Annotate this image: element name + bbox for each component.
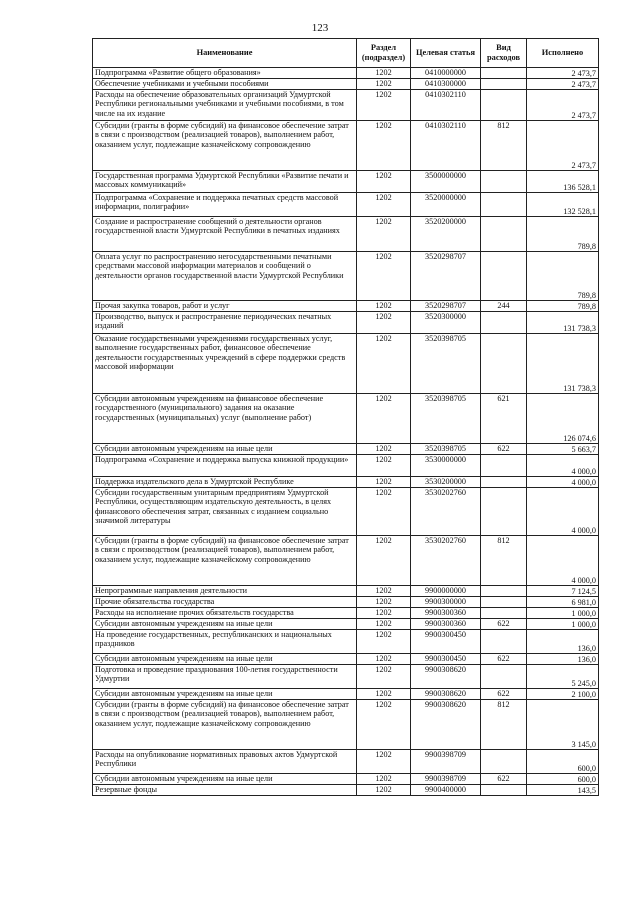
cell-done: 4 000,0 bbox=[527, 488, 599, 536]
table-row bbox=[93, 193, 599, 217]
cell-section: 1202 bbox=[357, 477, 411, 488]
header-name: Наименование bbox=[93, 39, 357, 68]
cell-article: 3520298707 bbox=[411, 252, 481, 301]
cell-section: 1202 bbox=[357, 665, 411, 689]
cell-type bbox=[481, 608, 527, 619]
cell-name: Производство, выпуск и распространение периодических печатных изданий bbox=[93, 312, 357, 334]
header-type: Вид расходов bbox=[481, 39, 527, 68]
cell-type bbox=[481, 630, 527, 654]
table-row bbox=[93, 750, 599, 774]
cell-name: Субсидии (гранты в форме субсидий) на финансовое обеспечение затрат в связи с производством (реализацией товаров), выполнением работ, оказанием услуг, подлежащие казначейскому сопровождению bbox=[93, 536, 357, 586]
cell-name: Создание и распространение сообщений о деятельности органов государственной власти Удмуртской Республики в печатных изданиях bbox=[93, 217, 357, 252]
cell-section: 1202 bbox=[357, 444, 411, 455]
cell-section: 1202 bbox=[357, 252, 411, 301]
table-row bbox=[93, 455, 599, 477]
cell-section: 1202 bbox=[357, 750, 411, 774]
cell-section: 1202 bbox=[357, 785, 411, 796]
cell-article: 9900398709 bbox=[411, 750, 481, 774]
cell-name: Прочие обязательства государства bbox=[93, 597, 357, 608]
cell-done: 2 473,7 bbox=[527, 121, 599, 171]
table-row bbox=[93, 774, 599, 785]
cell-section: 1202 bbox=[357, 700, 411, 750]
cell-section: 1202 bbox=[357, 608, 411, 619]
cell-section: 1202 bbox=[357, 394, 411, 444]
cell-section: 1202 bbox=[357, 586, 411, 597]
table-row bbox=[93, 171, 599, 193]
cell-section: 1202 bbox=[357, 536, 411, 586]
table-row bbox=[93, 68, 599, 79]
cell-name: Субсидии автономным учреждениям на иные цели bbox=[93, 444, 357, 455]
cell-article: 9900308620 bbox=[411, 689, 481, 700]
cell-done: 600,0 bbox=[527, 750, 599, 774]
cell-name: Субсидии автономным учреждениям на иные цели bbox=[93, 774, 357, 785]
cell-section: 1202 bbox=[357, 68, 411, 79]
cell-article: 3520298707 bbox=[411, 301, 481, 312]
cell-section: 1202 bbox=[357, 597, 411, 608]
cell-section: 1202 bbox=[357, 689, 411, 700]
cell-name: Субсидии автономным учреждениям на иные цели bbox=[93, 654, 357, 665]
cell-type bbox=[481, 217, 527, 252]
cell-type: 622 bbox=[481, 774, 527, 785]
cell-type bbox=[481, 750, 527, 774]
cell-section: 1202 bbox=[357, 217, 411, 252]
cell-section: 1202 bbox=[357, 630, 411, 654]
cell-name: Поддержка издательского дела в Удмуртской Республике bbox=[93, 477, 357, 488]
cell-done: 136 528,1 bbox=[527, 171, 599, 193]
cell-article: 3530200000 bbox=[411, 477, 481, 488]
table-row bbox=[93, 394, 599, 444]
table-row bbox=[93, 79, 599, 90]
cell-name: Подпрограмма «Сохранение и поддержка выпуска книжной продукции» bbox=[93, 455, 357, 477]
cell-done: 2 473,7 bbox=[527, 90, 599, 121]
cell-done: 143,5 bbox=[527, 785, 599, 796]
cell-type bbox=[481, 597, 527, 608]
table-row bbox=[93, 619, 599, 630]
cell-type: 622 bbox=[481, 689, 527, 700]
cell-article: 0410302110 bbox=[411, 121, 481, 171]
cell-article: 9900308620 bbox=[411, 700, 481, 750]
cell-name: Подпрограмма «Развитие общего образования» bbox=[93, 68, 357, 79]
cell-type: 622 bbox=[481, 619, 527, 630]
cell-type bbox=[481, 488, 527, 536]
cell-article: 3520398705 bbox=[411, 394, 481, 444]
cell-section: 1202 bbox=[357, 121, 411, 171]
cell-name: Субсидии автономным учреждениям на финансовое обеспечение государственного (муниципального) задания на оказание государственных (муниципальных) услуг (выполнение работ) bbox=[93, 394, 357, 444]
cell-name: Подпрограмма «Сохранение и поддержка печатных средств массовой информации, полиграфии» bbox=[93, 193, 357, 217]
cell-section: 1202 bbox=[357, 312, 411, 334]
cell-type bbox=[481, 785, 527, 796]
cell-done: 2 100,0 bbox=[527, 689, 599, 700]
cell-article: 9900308620 bbox=[411, 665, 481, 689]
cell-done: 789,8 bbox=[527, 252, 599, 301]
cell-type bbox=[481, 193, 527, 217]
cell-type bbox=[481, 68, 527, 79]
cell-article: 3520300000 bbox=[411, 312, 481, 334]
cell-type bbox=[481, 586, 527, 597]
cell-type: 244 bbox=[481, 301, 527, 312]
cell-type: 621 bbox=[481, 394, 527, 444]
cell-article: 0410000000 bbox=[411, 68, 481, 79]
cell-type: 812 bbox=[481, 536, 527, 586]
cell-article: 9900300450 bbox=[411, 654, 481, 665]
cell-done: 3 145,0 bbox=[527, 700, 599, 750]
cell-article: 9900300450 bbox=[411, 630, 481, 654]
table-body bbox=[93, 68, 599, 796]
cell-name: Расходы на исполнение прочих обязательств государства bbox=[93, 608, 357, 619]
cell-done: 4 000,0 bbox=[527, 536, 599, 586]
table-row bbox=[93, 488, 599, 536]
cell-name: На проведение государственных, республиканских и национальных праздников bbox=[93, 630, 357, 654]
table-row bbox=[93, 252, 599, 301]
cell-article: 9900398709 bbox=[411, 774, 481, 785]
cell-type bbox=[481, 79, 527, 90]
cell-name: Субсидии (гранты в форме субсидий) на финансовое обеспечение затрат в связи с производством (реализацией товаров), выполнением работ, оказанием услуг, подлежащие казначейскому сопровождению bbox=[93, 700, 357, 750]
table-row bbox=[93, 312, 599, 334]
cell-article: 9900300360 bbox=[411, 608, 481, 619]
cell-type bbox=[481, 334, 527, 394]
cell-section: 1202 bbox=[357, 455, 411, 477]
cell-name: Непрограммные направления деятельности bbox=[93, 586, 357, 597]
cell-article: 3520398705 bbox=[411, 334, 481, 394]
cell-article: 3520200000 bbox=[411, 217, 481, 252]
cell-section: 1202 bbox=[357, 301, 411, 312]
cell-done: 4 000,0 bbox=[527, 455, 599, 477]
cell-name: Субсидии (гранты в форме субсидий) на финансовое обеспечение затрат в связи с производством (реализацией товаров), выполнением работ, оказанием услуг, подлежащие казначейскому сопровождению bbox=[93, 121, 357, 171]
expenditure-table bbox=[92, 38, 599, 796]
table-row bbox=[93, 586, 599, 597]
cell-type bbox=[481, 252, 527, 301]
cell-type bbox=[481, 455, 527, 477]
cell-done: 600,0 bbox=[527, 774, 599, 785]
table-row bbox=[93, 654, 599, 665]
table-row bbox=[93, 597, 599, 608]
cell-article: 0410300000 bbox=[411, 79, 481, 90]
cell-name: Субсидии государственным унитарным предприятиям Удмуртской Республики, осуществляющим издательскую деятельность, в целях финансового обеспечения затрат, связанных с изданием социально значимой литературы bbox=[93, 488, 357, 536]
cell-done: 6 981,0 bbox=[527, 597, 599, 608]
table-row bbox=[93, 700, 599, 750]
cell-section: 1202 bbox=[357, 79, 411, 90]
cell-name: Государственная программа Удмуртской Республики «Развитие печати и массовых коммуникаций» bbox=[93, 171, 357, 193]
cell-done: 789,8 bbox=[527, 301, 599, 312]
cell-done: 789,8 bbox=[527, 217, 599, 252]
cell-name: Субсидии автономным учреждениям на иные цели bbox=[93, 689, 357, 700]
cell-done: 126 074,6 bbox=[527, 394, 599, 444]
cell-article: 3530000000 bbox=[411, 455, 481, 477]
cell-name: Оплата услуг по распространению негосударственными печатными средствами массовой информации материалов и сообщений о деятельности органов государственной власти Удмуртской Республики bbox=[93, 252, 357, 301]
table-row bbox=[93, 121, 599, 171]
cell-name: Обеспечение учебниками и учебными пособиями bbox=[93, 79, 357, 90]
cell-done: 2 473,7 bbox=[527, 79, 599, 90]
cell-done: 7 124,5 bbox=[527, 586, 599, 597]
cell-type: 622 bbox=[481, 654, 527, 665]
table-row bbox=[93, 665, 599, 689]
cell-done: 5 245,0 bbox=[527, 665, 599, 689]
cell-article: 9900400000 bbox=[411, 785, 481, 796]
cell-name: Резервные фонды bbox=[93, 785, 357, 796]
page-number: 123 bbox=[311, 22, 329, 34]
cell-section: 1202 bbox=[357, 90, 411, 121]
header-section: Раздел (подраздел) bbox=[357, 39, 411, 68]
cell-done: 1 000,0 bbox=[527, 619, 599, 630]
table-row bbox=[93, 90, 599, 121]
cell-name: Субсидии автономным учреждениям на иные цели bbox=[93, 619, 357, 630]
table-row bbox=[93, 536, 599, 586]
cell-done: 136,0 bbox=[527, 654, 599, 665]
cell-section: 1202 bbox=[357, 774, 411, 785]
cell-section: 1202 bbox=[357, 171, 411, 193]
table-row bbox=[93, 217, 599, 252]
cell-article: 3530202760 bbox=[411, 488, 481, 536]
cell-article: 3500000000 bbox=[411, 171, 481, 193]
cell-done: 2 473,7 bbox=[527, 68, 599, 79]
cell-article: 0410302110 bbox=[411, 90, 481, 121]
cell-name: Расходы на обеспечение образовательных организаций Удмуртской Республики региональными учебниками и учебными пособиями, в том числе на их издание bbox=[93, 90, 357, 121]
cell-done: 1 000,0 bbox=[527, 608, 599, 619]
cell-name: Расходы на опубликование нормативных правовых актов Удмуртской Республики bbox=[93, 750, 357, 774]
cell-article: 3530202760 bbox=[411, 536, 481, 586]
cell-type: 812 bbox=[481, 121, 527, 171]
cell-done: 4 000,0 bbox=[527, 477, 599, 488]
cell-section: 1202 bbox=[357, 193, 411, 217]
cell-article: 9900000000 bbox=[411, 586, 481, 597]
cell-type bbox=[481, 665, 527, 689]
table-row bbox=[93, 608, 599, 619]
cell-section: 1202 bbox=[357, 334, 411, 394]
cell-type: 622 bbox=[481, 444, 527, 455]
cell-type: 812 bbox=[481, 700, 527, 750]
cell-done: 132 528,1 bbox=[527, 193, 599, 217]
cell-type bbox=[481, 477, 527, 488]
cell-type bbox=[481, 90, 527, 121]
cell-done: 131 738,3 bbox=[527, 334, 599, 394]
cell-type bbox=[481, 171, 527, 193]
table-header-row bbox=[93, 39, 599, 68]
cell-article: 3520398705 bbox=[411, 444, 481, 455]
cell-article: 9900300360 bbox=[411, 619, 481, 630]
table-row bbox=[93, 301, 599, 312]
cell-section: 1202 bbox=[357, 488, 411, 536]
table-row bbox=[93, 785, 599, 796]
header-done: Исполнено bbox=[527, 39, 599, 68]
cell-section: 1202 bbox=[357, 654, 411, 665]
cell-article: 9900300000 bbox=[411, 597, 481, 608]
table-row bbox=[93, 334, 599, 394]
cell-done: 5 663,7 bbox=[527, 444, 599, 455]
cell-article: 3520000000 bbox=[411, 193, 481, 217]
table-row bbox=[93, 630, 599, 654]
cell-name: Подготовка и проведение празднования 100-летия государственности Удмуртии bbox=[93, 665, 357, 689]
cell-type bbox=[481, 312, 527, 334]
header-article: Целевая статья bbox=[411, 39, 481, 68]
cell-name: Оказание государственными учреждениями государственных услуг, выполнение государственных работ, финансовое обеспечение деятельности государственных учреждений в сфере поддержки средств массовой информации bbox=[93, 334, 357, 394]
table-row bbox=[93, 689, 599, 700]
table-row bbox=[93, 444, 599, 455]
table-row bbox=[93, 477, 599, 488]
cell-done: 136,0 bbox=[527, 630, 599, 654]
cell-name: Прочая закупка товаров, работ и услуг bbox=[93, 301, 357, 312]
cell-section: 1202 bbox=[357, 619, 411, 630]
cell-done: 131 738,3 bbox=[527, 312, 599, 334]
